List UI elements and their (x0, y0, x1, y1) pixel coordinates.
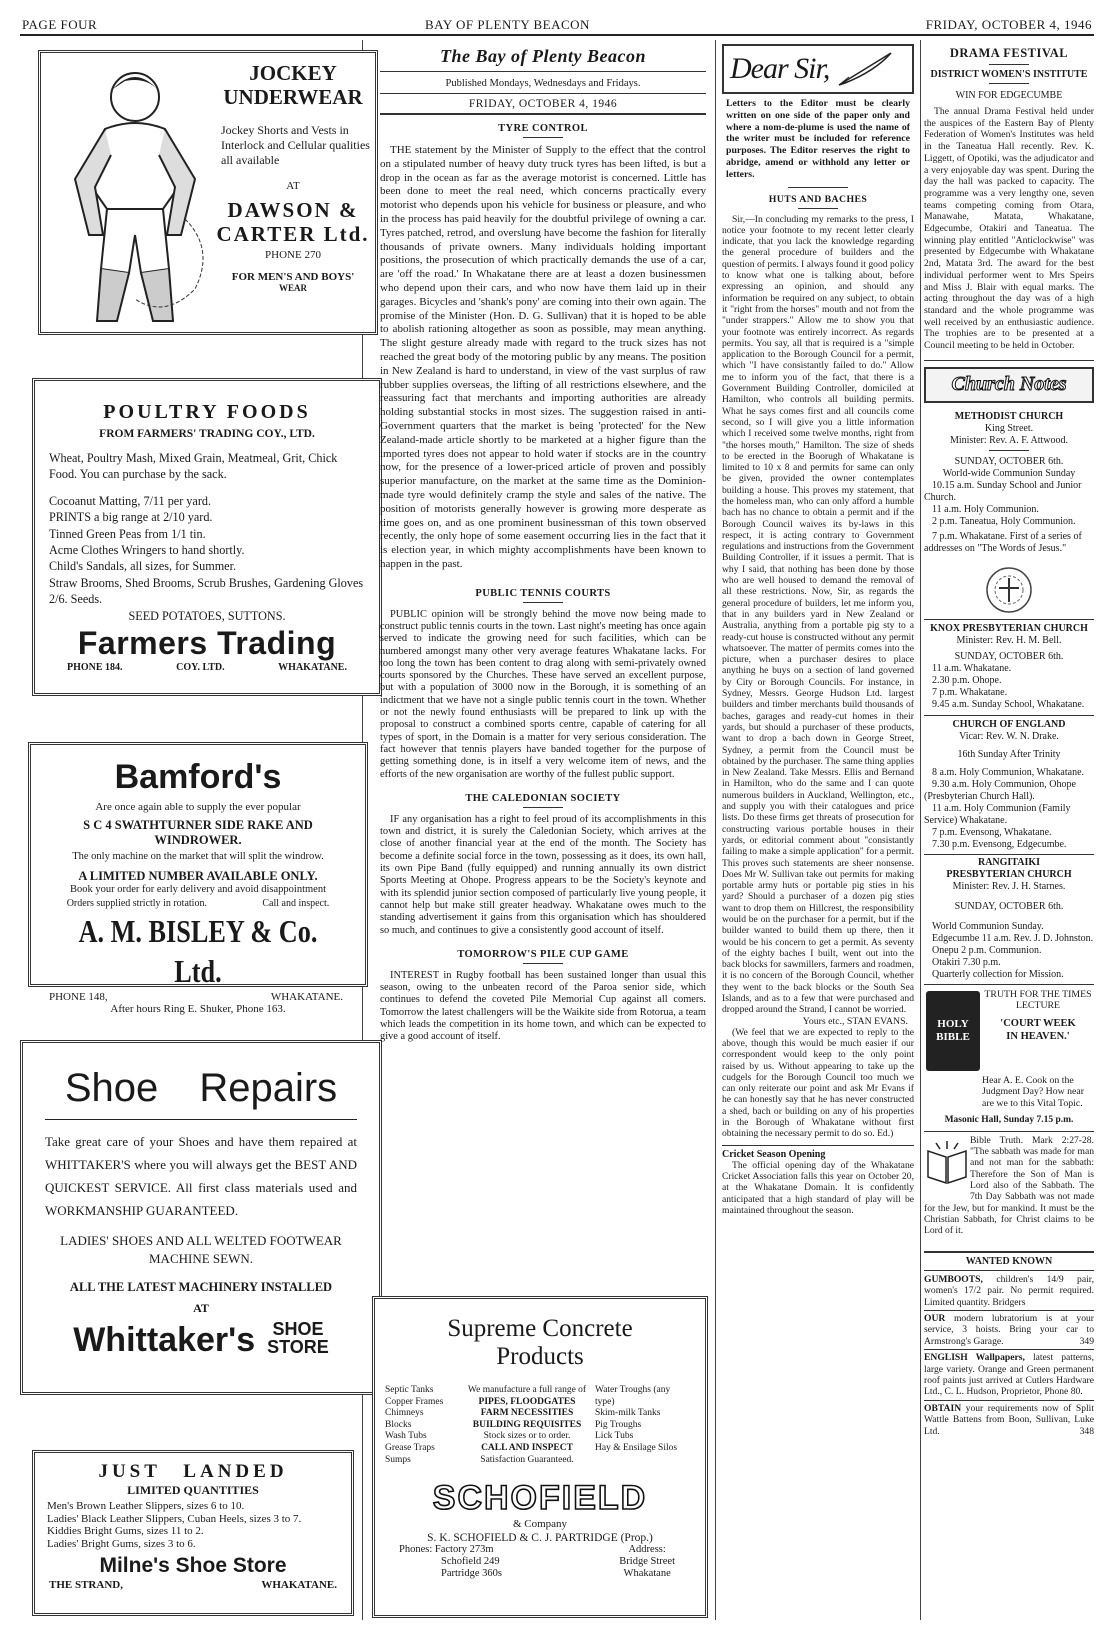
milnes-town: WHAKATANE. (261, 1579, 337, 1591)
cricket-body: The official opening day of the Whakatane Cricket Association falls this year on October 20, at the Whakatane Domain. It is confidently anticipated that a high standard of play will be maintained throughout the season. (722, 1159, 914, 1216)
just-landed-line: Ladies' Bright Gums, sizes 3 to 6. (47, 1537, 196, 1550)
jockey-at: AT (286, 180, 300, 192)
just-landed-line: Kiddies Bright Gums, sizes 11 to 2. (47, 1525, 204, 1537)
church-title: METHODIST CHURCH (954, 410, 1064, 422)
wanted-item: OUR modern lubratorium is at your service, 3 hoists. Bring your car to Armstrong's Garage. 349 (924, 1312, 1094, 1347)
whittakers-store: STORE (267, 1337, 329, 1357)
schofield-address: Bridge Street (619, 1556, 675, 1568)
drama-title: DRAMA FESTIVAL (949, 46, 1069, 60)
bible-truth-text: Bible Truth. Mark 2:27-28. "The sabbath was made for man and not man for the sabbath: Therefore the Son of Man is Lord also of the Sabbath. The 7th Day Sabbath was not made for the Jew, but for mankind. It must be the Christian Sabbath, for Christ claims to be Lord of it. (924, 1134, 1094, 1237)
masthead-published: Published Mondays, Wednesdays and Fridays. (380, 72, 706, 94)
service-line: 7 p.m. Whakatane. First of a series of addresses on "The Words of Jesus." (924, 530, 1082, 554)
just-landed-line: Men's Brown Leather Slippers, sizes 6 to 10. (47, 1500, 245, 1512)
bamfords-after-hours: After hours Ring E. Shuker, Phone 163. (110, 1003, 286, 1015)
dear-sir-banner (722, 44, 914, 94)
masthead-title: The Bay of Plenty Beacon (380, 42, 706, 72)
service-line: 8 a.m. Holy Communion, Whakatane. (932, 766, 1085, 778)
concrete-item: Sumps (385, 1454, 411, 1465)
jockey-title-2: UNDERWEAR (223, 85, 363, 109)
service-line: 7 p.m. Evensong, Whakatane. (932, 826, 1052, 838)
bamfords-town: WHAKATANE. (270, 991, 343, 1003)
truth-court-week: 'COURT WEEK IN HEAVEN.' (1000, 1017, 1076, 1042)
jockey-firm: DAWSON & (227, 198, 359, 222)
shoe-repairs-machinery: ALL THE LATEST MACHINERY INSTALLED (69, 1280, 333, 1294)
church-minister: Vicar: Rev. W. N. Drake. (959, 730, 1059, 742)
bamfords-line: The only machine on the market that will split the windrow. (72, 851, 324, 862)
schofield-address: Whakatane (623, 1568, 671, 1580)
jockey-tagline-2: WEAR (278, 283, 307, 293)
service-line: 7.30 p.m. Evensong, Edgecumbe. (932, 838, 1067, 850)
bible-truth-ad (924, 1135, 1094, 1249)
milnes-logo: Milne's Shoe Store (99, 1554, 287, 1577)
poultry-town: WHAKATANE. (278, 662, 347, 674)
church-street: King Street. (984, 422, 1034, 434)
drama-win: WIN FOR EDGECUMBE (955, 90, 1063, 101)
page-number: PAGE FOUR (22, 17, 98, 32)
drama-body: The annual Drama Festival held under the auspices of the Eastern Bay of Plenty Federation of Women's Institutes was held in the Taneatua Hall recently. Rev. K. Liggett, of Opotiki, was the adjudicator and a very enjoyable day was spent. During the day the hall was packed to capacity. The programme was a very lengthy one, seven teams competing coming from Otara, Manawahe, Matata, Whakatane, Edgecumbe, Otakiri and Taneatua. The winning play entitled "Anticlockwise" was presented by Edgecumbe with Whakatane 2nd, Matata 3rd. The award for the best individual performer went to Mrs Speirs and Miss J. Blair with equal marks. The acting throughout the day was of a high standard and the whole programme was well received by an enthusiastic audience. The trophies are to be presented at a Council meeting to be held in October. (924, 106, 1094, 352)
church-title: CHURCH OF ENGLAND (952, 718, 1066, 730)
just-landed-sub: LIMITED QUANTITIES (127, 1483, 259, 1497)
concrete-item: Blocks (385, 1419, 412, 1430)
service-line: Edgecumbe 11 a.m. Rev. J. D. Johnston. (932, 932, 1094, 944)
service-line: Onepu 2 p.m. Communion. (932, 944, 1042, 956)
concrete-item: Pig Troughs (595, 1419, 642, 1430)
whittakers-logo: Whittaker's (73, 1321, 256, 1359)
holy-bible-icon: HOLY BIBLE (926, 991, 980, 1071)
poultry-line: Tinned Green Peas from 1/1 tin. (49, 526, 206, 541)
poultry-line: SEED POTATOES, SUTTONS. (128, 608, 286, 623)
service-line: 11 a.m. Holy Communion. (932, 503, 1039, 515)
bamfords-phone: PHONE 148, (49, 991, 108, 1003)
paper-name: BAY OF PLENTY BEACON (425, 17, 590, 32)
church-day: 16th Sunday After Trinity (957, 748, 1061, 760)
letters-note: Letters to the Editor must be clearly written on one side of the paper only and where a nom-de-plume is used the name of the writer must be included for reference purposes. The Editor reserves the right to abridge, amend or withhold any letter or letters. (726, 98, 910, 180)
drama-sub: DISTRICT WOMEN'S INSTITUTE (930, 69, 1088, 80)
service-line: World Communion Sunday. (932, 920, 1044, 932)
column-rule (920, 40, 921, 1620)
church-title: RANGITAIKI (977, 856, 1041, 868)
poultry-line: Cocoanut Matting, 7/11 per yard. (49, 493, 212, 508)
service-line: 9.30 a.m. Holy Communion, Ohope (Presbyterian Church Hall). (924, 778, 1076, 802)
concrete-item: BUILDING REQUISITES (472, 1419, 582, 1430)
church-notes-logo: Church Notes (951, 373, 1067, 396)
concrete-title: Supreme Concrete (447, 1315, 633, 1342)
page-header (20, 14, 1094, 36)
bamfords-logo: Bamford's (114, 758, 282, 796)
poultry-from: FROM FARMERS' TRADING COY., LTD. (99, 428, 315, 440)
church-day: SUNDAY, OCTOBER 6th. (954, 650, 1064, 662)
schofield-phone: Phones: Factory 273m (399, 1544, 494, 1556)
bamfords-line: Call and inspect. (262, 898, 330, 909)
church-minister: Minister: Rev. A. F. Attwood. (949, 434, 1068, 446)
concrete-item: Skim-milk Tanks (595, 1408, 661, 1419)
schofield-phone: Schofield 249 (441, 1556, 500, 1568)
concrete-item: Hay & Ensilage Silos (595, 1442, 678, 1453)
editor-reply: (We feel that we are expected to reply to the above, though this would be much easier if our correspondent would keep to the only point raised by us. Without appearing to take up the cudgels for the Borough Council too much we can only reiterate our point and ask Mr Evans if he can honestly say that he has never constructed a shed, bach or building on any of his properties in the Borough of Whakatane without first obtaining the necessary permit to do so. Ed.) (722, 1026, 914, 1140)
editorial-heading: TYRE CONTROL (498, 123, 588, 134)
poultry-title: POULTRY FOODS (103, 401, 311, 423)
service-line: Otakiri 7.30 p.m. (932, 956, 1001, 968)
wanted-title: WANTED KNOWN (965, 1255, 1053, 1267)
poultry-line: Acme Clothes Wringers to hand shortly. (49, 543, 245, 558)
schofield-co: & Company (512, 1518, 568, 1531)
editorial-heading: PUBLIC TENNIS COURTS (475, 587, 611, 599)
poultry-line: Child's Sandals, all sizes, for Summer. (49, 559, 237, 574)
dear-sir-logo: Dear Sir, (730, 52, 830, 85)
poultry-line: Straw Brooms, Shed Brooms, Scrub Brushes, Gardening Gloves 2/6. Seeds. (49, 575, 364, 607)
church-minister: Minister: Rev. H. M. Bell. (956, 634, 1062, 646)
letter-heading: HUTS AND BACHES (768, 193, 868, 205)
jockey-phone: PHONE 270 (265, 249, 321, 261)
farmers-trading-logo: Farmers Trading (77, 625, 337, 662)
concrete-item: Stock sizes or to order. (483, 1431, 571, 1442)
church-title-2: PRESBYTERIAN CHURCH (946, 868, 1072, 880)
poultry-line: Wheat, Poultry Mash, Mixed Grain, Meatmeal, Grit, Chick Food. You can purchase by the sack. (49, 451, 338, 482)
church-day: SUNDAY, OCTOBER 6th. (954, 455, 1064, 467)
service-line: Quarterly collection for Mission. (932, 968, 1064, 980)
letter-body: Sir,—In concluding my remarks to the press, I notice your footnote to my recent letter clearly indicate, that you lack the knowledge regarding the general procedure of builders and the question of permits. I always found it good policy to know what one is talking about, before expressing an opinion, and should any information be required on any subject, to obtain it "right from the horses" mouth and not from the "under strappers." Allow me to show you that your footnote was entirely incorrect. As regards permits. You say, all that is required is a "simple application to the Borough Council for a permit, which "I have consistantly failed to do." Allow me to inform you of the fact, that there is a Government Building Controller, domiciled at Hamilton, who controls all building permits. What he says comes first and all councils come second, so I will give you a little information which I received some twelve months, right from "the horses mouth," Hamilton. The size of sheds to be erected in the Boorugh of Whakatane is limited to 10 x 8 and permits for same can only be given, provided the owner contemplates building a house. This proves my statement, that the homeless man, who can only afford a humble bach has no chance to obtain a permit and if the Borough Council waives its by-laws in this respect, it is acting contrary to Government regulations and instructions from the Government Building Controller, if it issues a permit. That is why I said, that nothing has been done by those who are well housed to demand the removal of all these restrictions. Now, Sir, as regards the general procedure of builders, let me inform you, that in any builders yard in New Zealand or Australia, anything from a portable pig sty to a ready-cut house is constructed without any permit whatsoever. The matter of permits comes into the picture, when a purchaser desires to place anything he buys on a section of land governed by City or Borough Councils. For instance, in Sydney, Messrs. George Hudson Ltd. largest builders and timber merchants build thousands of baches, garages and ready-cut homes in their yards, but should a purchaser of these products, want to drop a bach down in George Street, Sydney, a permit from the Council must be obtained by the purchaser. The same thing applies in New Zealand. Take Messrs. Ellis and Bernand in Hamilton, who do the same and I can quote numerous builders in Auckland, Wellington, etc., and supply you with their catalogues and price lists. Do these firms get threats of prosecution for constructing various portable houses in their yards, or editorial comment about "consistantly failing to make a simple application" for a permit. This proves such statements are sheer nonsense. Does Mr W. Sullivan take out permits for making portable army huts or portable pig sties in his yard? Should a purchaser of a dozen pig sties want to drop them on Hillcrest, the responsibility would be on the purchaser for a permit, but if the builder wanted to build them up there, then it would be his concern to get a permit. As seventy of the eighty baches I built, went out into the back blocks for sawmillers, farmers and roadmen, it is no concern of the Borough Council, whether they went to the back blocks or the South Sea Islands, and as to a few that were purchased and dropped around the Strand, I cannot be worried. (722, 213, 914, 1016)
concrete-item: Chimneys (385, 1408, 424, 1419)
jockey-ad (38, 50, 378, 335)
shoe-repairs-ad (20, 1040, 382, 1395)
schofield-logo: SCHOFIELD (432, 1479, 648, 1518)
concrete-item: FARM NECESSITIES (480, 1408, 574, 1419)
column-rule (715, 40, 716, 1620)
concrete-ad (372, 1296, 708, 1618)
service-line: 7 p.m. Whakatane. (932, 686, 1008, 698)
concrete-item: PIPES, FLOODGATES (478, 1396, 576, 1407)
church-minister: Minister: Rev. J. H. Starnes. (952, 880, 1066, 892)
editorial-column (380, 42, 706, 1287)
church-notes-banner (924, 367, 1094, 403)
jockey-firm-2: CARTER Ltd. (216, 222, 370, 246)
church-title: KNOX PRESBYTERIAN CHURCH (930, 622, 1088, 634)
jockey-tagline: FOR MEN'S AND BOYS' (231, 271, 355, 283)
just-landed-title: JUST LANDED (98, 1461, 288, 1482)
editorial-body: THE statement by the Minister of Supply to the effect that the control on a stipulated number of heavy duty truck tyres has been lifted, is but a drop in the ocean as far as the average motorist is concerned. Little has been done to meet the real need, which concerns practically every motorist who depends upon his vehicle for business or pleasure, and who in the process has paid heavily for the doubtful privilege of owning a car. Tyres patched, retrod, and overslung have become the fashion for literally thousands of private owners. Many individuals holding important positions, the prosecution of which practically demands the use of a car, are 'off the road.' In Whakatane there are at least a dozen businessmen who depend upon their cars, and who now have them laid up in their garages. Bicycles and 'shank's pony' are coming into their own again. The promise of the Minister (Hon. D. G. Sullivan) that it is hoped to be able to abolish rationing altogether as soon as possible, may mean anything. The slight gesture already made with regard to the truck sizes has not reached the great body of the motoring public by any means. The position in New Zealand is hard to understand, in view of the vast surplus of raw rubber supplies overseas, the lifting of all restrictions elsewhere, and the reassuring fact that merchants and importing authorities are already holding substantial stocks in most sizes. The suggestion raised in anti-Government quarters that the market is being 'protected' for the New Zealand-made article shortly to be marketed at a higher figure than the imported tyres does not appear to hold water if stocks are in the country now, for the presence of a lower-priced article of proven and possibly superior manufacture, on the market at the same time as the Dominion-made tyre would definitely cramp the style and sales of the native. The position of motorists generally however is growing more desperate as time goes on, and as one prominent businessman of this town observed recently, the only hope of some easement occurring lies in the fact that it is election year, in which mighty accomplishments have been known to happen in the past. (380, 144, 706, 570)
editorial-body: INTEREST in Rugby football has been sustained longer than usual this season, owing to the unbeaten record of the Paroa senior side, which continues to defend the coveted Pile Memorial Cup against all comers. Tomorrow the latest challengers will be the Waikite side from Rotorua, a team which leads the competition in its home town, and which can be expected to give a good account of itself. (380, 969, 706, 1043)
wanted-item: GUMBOOTS, children's 14/9 pair, women's 17/2 pair. No permit required. Limited quantity. Bridgers (924, 1273, 1094, 1308)
bamfords-machine: S C 4 SWATHTURNER SIDE RAKE AND WINDROWER. (83, 818, 313, 847)
shoe-repairs-ladies: LADIES' SHOES AND ALL WELTED FOOTWEAR MACHINE SEWN. (60, 1233, 342, 1266)
whittakers-shoe: SHOE (272, 1319, 324, 1339)
editorial-body: PUBLIC opinion will be strongly behind the move now being made to construct public tennis courts in the town. Last night's meeting has once again served to indicate the growing need for such facilities, which can be numbered amongst many other very average features Whakatane lacks. For too long the town has been content to drag along with semi-privately owned courts sponsored by the Churches. These have served an excellent purpose, but with a population of 3000 now in the Borough, it is something of an indictment that we have not a single public tennis court in the town. Whether or not the newly found enthusiasts will be prepared to link up with the proposal to construct a combined sports centre, capable of catering for all types of sport, in the Domain is a matter for very serious consideration. The fact however that tennis players have banded together for the purpose of getting something done, is in itself a very welcome item of news, and the efforts of the new organisation are worthy of the fullest public support. (380, 608, 706, 780)
church-day: SUNDAY, OCTOBER 6th. (954, 900, 1064, 912)
concrete-item: Septic Tanks (385, 1385, 434, 1395)
concrete-item: Water Troughs (any type) (595, 1385, 671, 1407)
right-column (924, 44, 1094, 1624)
service-line: 9.45 a.m. Sunday School, Whakatane. (932, 698, 1085, 710)
concrete-item: We manufacture a full range of (467, 1385, 587, 1395)
bamfords-line: Book your order for early delivery and avoid disappointment (69, 884, 326, 895)
concrete-item: Grease Traps (385, 1442, 435, 1453)
truth-lecture-ad (924, 989, 1094, 1129)
bisley-logo: A. M. BISLEY & Co. Ltd. (78, 913, 318, 989)
jockey-description: Jockey Shorts and Vests in Interlock and Cellular qualities all available (221, 123, 370, 167)
schofield-props: S. K. SCHOFIELD & C. J. PARTRIDGE (Prop.) (427, 1532, 653, 1545)
service-line: 11 a.m. Holy Communion (Family Service) Whakatane. (924, 802, 1071, 826)
concrete-item: Copper Frames (385, 1396, 444, 1407)
bamfords-limited: A LIMITED NUMBER AVAILABLE ONLY. (78, 869, 318, 883)
editorial-heading: THE CALEDONIAN SOCIETY (465, 792, 621, 804)
editorial-heading: TOMORROW'S PILE CUP GAME (457, 948, 629, 960)
poultry-line: PRINTS a big range at 2/10 yard. (49, 510, 213, 525)
just-landed-ad (32, 1450, 354, 1616)
service-line: 2 p.m. Taneatua, Holy Communion. (932, 515, 1076, 527)
milnes-street: THE STRAND, (49, 1579, 123, 1591)
schofield-address: Address: (628, 1544, 666, 1556)
truth-hear: Hear A. E. Cook on the Judgment Day? How near are we to this Vital Topic. (982, 1074, 1085, 1109)
service-line: 2.30 p.m. Ohope. (932, 674, 1002, 686)
truth-venue: Masonic Hall, Sunday 7.15 p.m. (944, 1114, 1074, 1125)
service-line: 10.15 a.m. Sunday School and Junior Church. (924, 479, 1082, 503)
masthead-date: FRIDAY, OCTOBER 4, 1946 (380, 94, 706, 115)
bamfords-line: Are once again able to supply the ever popular (95, 801, 301, 813)
shoe-repairs-body: Take great care of your Shoes and have them repaired at WHITTAKER'S where you will always get the BEST AND QUICKEST SERVICE. All first class materials used and WORKMANSHIP GUARANTEED. (45, 1134, 357, 1218)
poultry-coy: COY. LTD. (176, 662, 225, 674)
concrete-title-2: Products (496, 1343, 584, 1370)
concrete-item: CALL AND INSPECT (481, 1442, 573, 1453)
poultry-phone: PHONE 184. (67, 662, 123, 674)
wanted-item: OBTAIN your requirements now of Split Wattle Battens from Boon, Sullivan, Luke Ltd. 348 (924, 1402, 1094, 1437)
jockey-man-illustration (45, 59, 225, 329)
jockey-title: JOCKEY (249, 61, 337, 85)
quill-pen-icon (835, 49, 895, 89)
bamfords-ad (28, 742, 368, 1015)
schofield-phone: Partridge 360s (441, 1568, 502, 1580)
poultry-foods-ad (32, 378, 382, 696)
letters-column (722, 44, 914, 1624)
editorial-body: IF any organisation has a right to feel proud of its accomplishments in this town and district, it is surely the Caledonian Society, which arrives at the close of another financial year at the end of the month. The Society has become a definite social force in the town, possessing as it does, its own hall, its own Pipe Band (fully equipped) and running annually its own district Sports Meeting at Ohope. Progress appears to be the Society's keynote and with its splendid junior section composed of particularly live young people, it cannot help but make still greater headway. Whakatane owes much to the standing advertisement it gains from this organisation which has shouldered so much, and continues to give a consistently good account of itself. (380, 813, 706, 936)
wanted-item: ENGLISH Wallpapers, latest patterns, large variety. Orange and Green permanent roof paints just arrived at Cutlers Hardware Ltd., C. L. Hudson, Proprietor, Phone 80. (924, 1352, 1094, 1398)
shoe-repairs-at: AT (193, 1301, 209, 1315)
issue-date: FRIDAY, OCTOBER 4, 1946 (925, 17, 1092, 32)
service-line: World-wide Communion Sunday (942, 467, 1076, 479)
shoe-repairs-title: Shoe Repairs (64, 1066, 338, 1110)
just-landed-line: Ladies' Black Leather Slippers, Cuban Heels, sizes 3 to 7. (47, 1512, 302, 1525)
truth-title: TRUTH FOR THE TIMES LECTURE (984, 988, 1092, 1012)
concrete-item: Wash Tubs (385, 1431, 427, 1442)
concrete-item: Satisfaction Guaranteed. (480, 1454, 574, 1465)
service-line: 11 a.m. Whakatane. (932, 662, 1012, 674)
bamfords-line: Orders supplied strictly in rotation. (66, 898, 207, 909)
letter-signature: Yours etc., STAN EVANS. (802, 1015, 908, 1027)
cricket-heading: Cricket Season Opening (722, 1148, 826, 1160)
church-crest-icon (979, 563, 1039, 617)
concrete-item: Lick Tubs (595, 1431, 634, 1442)
